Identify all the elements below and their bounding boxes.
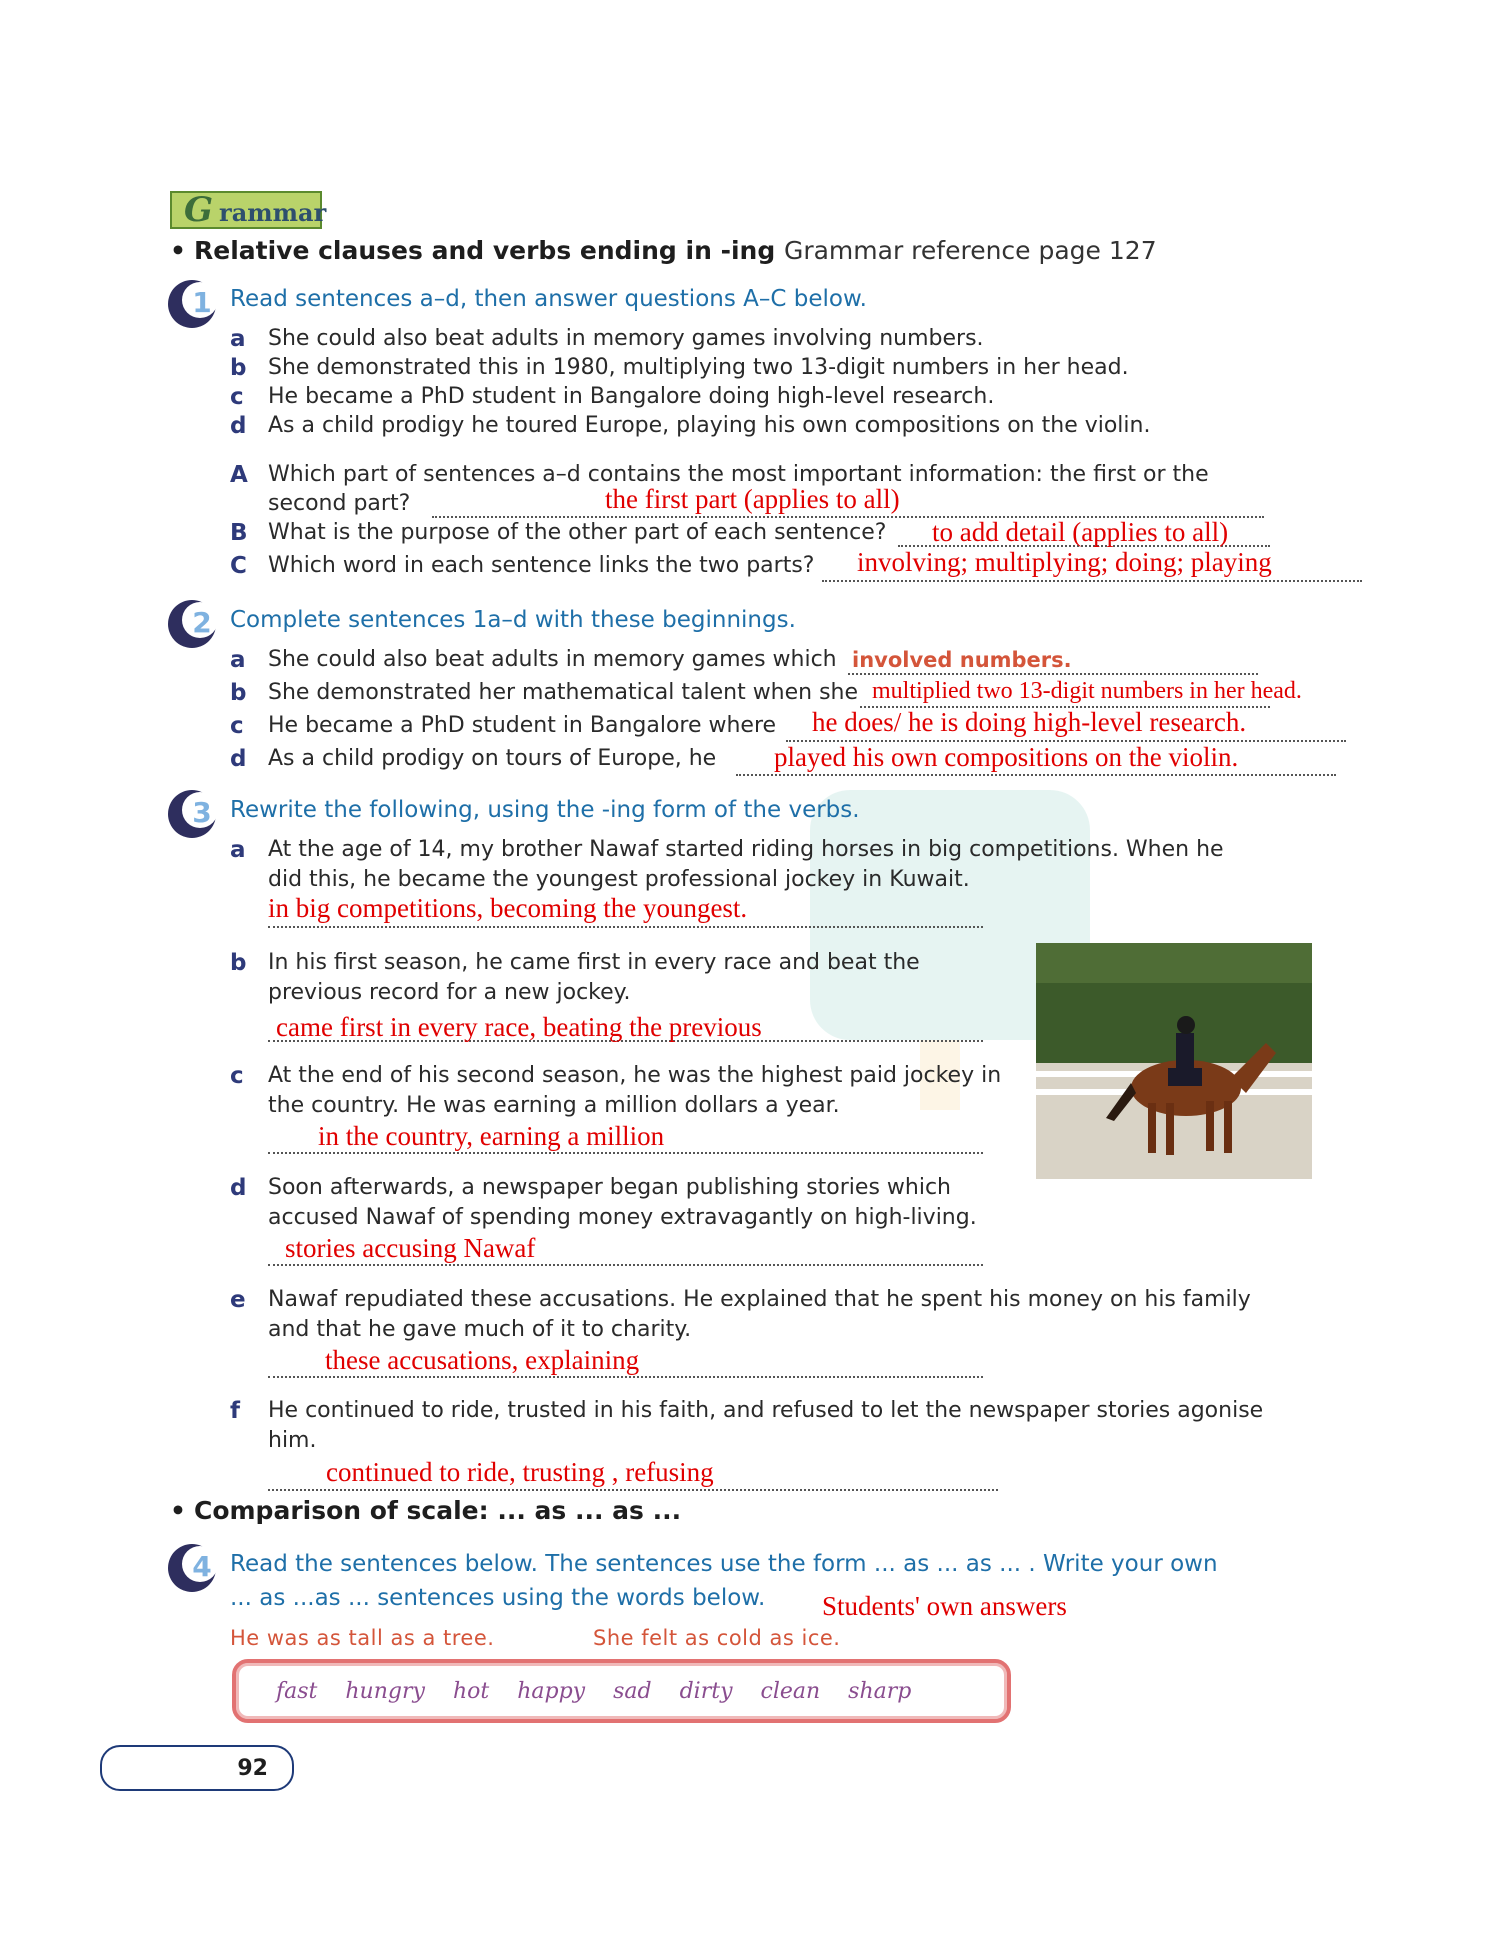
exercise-4-answer: Students' own answers [822, 1591, 1067, 1621]
ex2-text-a: She could also beat adults in memory games which [268, 647, 837, 672]
page-number-box [100, 1745, 294, 1791]
word-box [232, 1659, 1011, 1723]
ex3-letter-b: b [230, 950, 247, 976]
ex2-text-c: He became a PhD student in Bangalore where [268, 713, 777, 738]
section-title-comparison: • Comparison of scale: ... as ... as ... [170, 1496, 682, 1525]
ex1-letter-a: a [230, 326, 246, 352]
exercise-4-instruction-line1: Read the sentences below. The sentences use the form ... as ... as ... . Write your own [230, 1551, 1218, 1577]
word-hungry: hungry [345, 1678, 425, 1704]
ex3-answer-d: stories accusing Nawaf [285, 1233, 536, 1263]
ex1-question-A-line2: second part? [268, 491, 411, 516]
ex3-d-line2: accused Nawaf of spending money extravagantly on high-living. [268, 1205, 977, 1230]
ex3-f-line2: him. [268, 1428, 317, 1453]
ex3-answer-line-f [268, 1489, 998, 1491]
exercise-2-moon-icon [166, 598, 218, 650]
exercise-4-moon-icon [166, 1542, 218, 1594]
ex3-c-line1: At the end of his second season, he was the highest paid jockey in [268, 1063, 1002, 1088]
ex2-text-d: As a child prodigy on tours of Europe, he [268, 746, 717, 771]
ex2-answer-line-a [848, 673, 1258, 675]
ex1-letter-d: d [230, 413, 247, 439]
ex2-letter-c: c [230, 713, 244, 739]
ex3-answer-b: came first in every race, beating the previous [276, 1012, 762, 1042]
svg-text:3: 3 [192, 796, 212, 829]
word-happy: happy [517, 1678, 586, 1704]
ex3-answer-c: in the country, earning a million [318, 1121, 665, 1151]
exercise-2-instruction: Complete sentences 1a–d with these beginnings. [230, 607, 796, 633]
ex3-letter-d: d [230, 1175, 247, 1201]
ex3-letter-a: a [230, 837, 246, 863]
exercise-3-moon-icon [166, 788, 218, 840]
answer-C: involving; multiplying; doing; playing [857, 547, 1272, 577]
word-dirty: dirty [679, 1678, 733, 1704]
ex1-question-A-letter: A [230, 462, 248, 488]
word-fast: fast [276, 1678, 318, 1704]
ex1-question-B-letter: B [230, 520, 248, 546]
ex3-letter-e: e [230, 1287, 246, 1313]
ex1-letter-c: c [230, 384, 244, 410]
section-title: • Relative clauses and verbs ending in -ing Grammar reference page 127 [170, 236, 1157, 265]
ex2-letter-b: b [230, 680, 247, 706]
svg-text:1: 1 [192, 286, 212, 319]
answer-line-C [822, 580, 1362, 582]
ex3-answer-line-a [268, 926, 983, 928]
ex3-letter-f: f [230, 1398, 241, 1424]
exercise-1-moon-icon [166, 278, 218, 330]
ex3-answer-f: continued to ride, trusting , refusing [326, 1457, 714, 1487]
ex1-sentence-b: She demonstrated this in 1980, multiplying two 13-digit numbers in her head. [268, 355, 1129, 380]
ex3-b-line2: previous record for a new jockey. [268, 980, 631, 1005]
ex1-sentence-c: He became a PhD student in Bangalore doing high-level research. [268, 384, 995, 409]
horse-rider-photo [1036, 943, 1312, 1179]
ex3-answer-line-e [268, 1376, 983, 1378]
ex2-letter-d: d [230, 746, 247, 772]
word-hot: hot [452, 1678, 490, 1704]
ex2-answer-d: played his own compositions on the violin. [774, 742, 1239, 772]
exercise-1-instruction: Read sentences a–d, then answer questions A–C below. [230, 286, 867, 312]
ex3-b-line1: In his first season, he came first in every race and beat the [268, 950, 920, 975]
ex3-answer-line-c [268, 1152, 983, 1154]
word-sharp: sharp [848, 1678, 912, 1704]
ex1-question-C-letter: C [230, 553, 247, 579]
ex1-letter-b: b [230, 355, 247, 381]
ex1-question-A-line1: Which part of sentences a–d contains the most important information: the first or the [268, 462, 1209, 487]
ex3-answer-a: in big competitions, becoming the youngest. [268, 893, 748, 923]
exercise-3-instruction: Rewrite the following, using the -ing form of the verbs. [230, 797, 860, 823]
ex1-sentence-a: She could also beat adults in memory games involving numbers. [268, 326, 984, 351]
grammar-badge: G rammar [170, 191, 322, 229]
ex3-e-line2: and that he gave much of it to charity. [268, 1317, 692, 1342]
ex1-question-C-text: Which word in each sentence links the two parts? [268, 553, 815, 578]
ex2-answer-b: multiplied two 13-digit numbers in her head. [872, 678, 1302, 704]
ex2-answer-line-d [736, 774, 1336, 776]
ex2-letter-a: a [230, 647, 246, 673]
ex3-answer-line-d [268, 1264, 983, 1266]
example-sentence-1: He was as tall as a tree. [230, 1626, 495, 1650]
answer-B: to add detail (applies to all) [932, 517, 1229, 547]
page-number: 92 [237, 1755, 268, 1781]
ex1-question-B-text: What is the purpose of the other part of each sentence? [268, 520, 887, 545]
ex3-a-line1: At the age of 14, my brother Nawaf started riding horses in big competitions. When he [268, 837, 1224, 862]
ex2-text-b: She demonstrated her mathematical talent when she [268, 680, 859, 705]
answer-A: the first part (applies to all) [605, 484, 900, 514]
ex3-e-line1: Nawaf repudiated these accusations. He explained that he spent his money on his family [268, 1287, 1251, 1312]
word-sad: sad [613, 1678, 652, 1704]
ex3-d-line1: Soon afterwards, a newspaper began publishing stories which [268, 1175, 951, 1200]
ex1-sentence-d: As a child prodigy he toured Europe, playing his own compositions on the violin. [268, 413, 1151, 438]
svg-text:4: 4 [192, 1550, 212, 1583]
ex3-f-line1: He continued to ride, trusted in his faith, and refused to let the newspaper stories agonise [268, 1398, 1264, 1423]
ex3-answer-e: these accusations, explaining [325, 1345, 640, 1375]
svg-text:2: 2 [192, 606, 212, 639]
ex3-letter-c: c [230, 1063, 244, 1089]
word-clean: clean [760, 1678, 821, 1704]
ex2-answer-c: he does/ he is doing high-level research. [812, 707, 1247, 737]
example-sentence-2: She felt as cold as ice. [593, 1626, 841, 1650]
ex3-c-line2: the country. He was earning a million dollars a year. [268, 1093, 840, 1118]
ex3-a-line2: did this, he became the youngest professional jockey in Kuwait. [268, 867, 970, 892]
exercise-4-instruction-line2: ... as ...as ... sentences using the words below. [230, 1585, 766, 1611]
ex2-answer-a: involved numbers. [852, 648, 1072, 672]
